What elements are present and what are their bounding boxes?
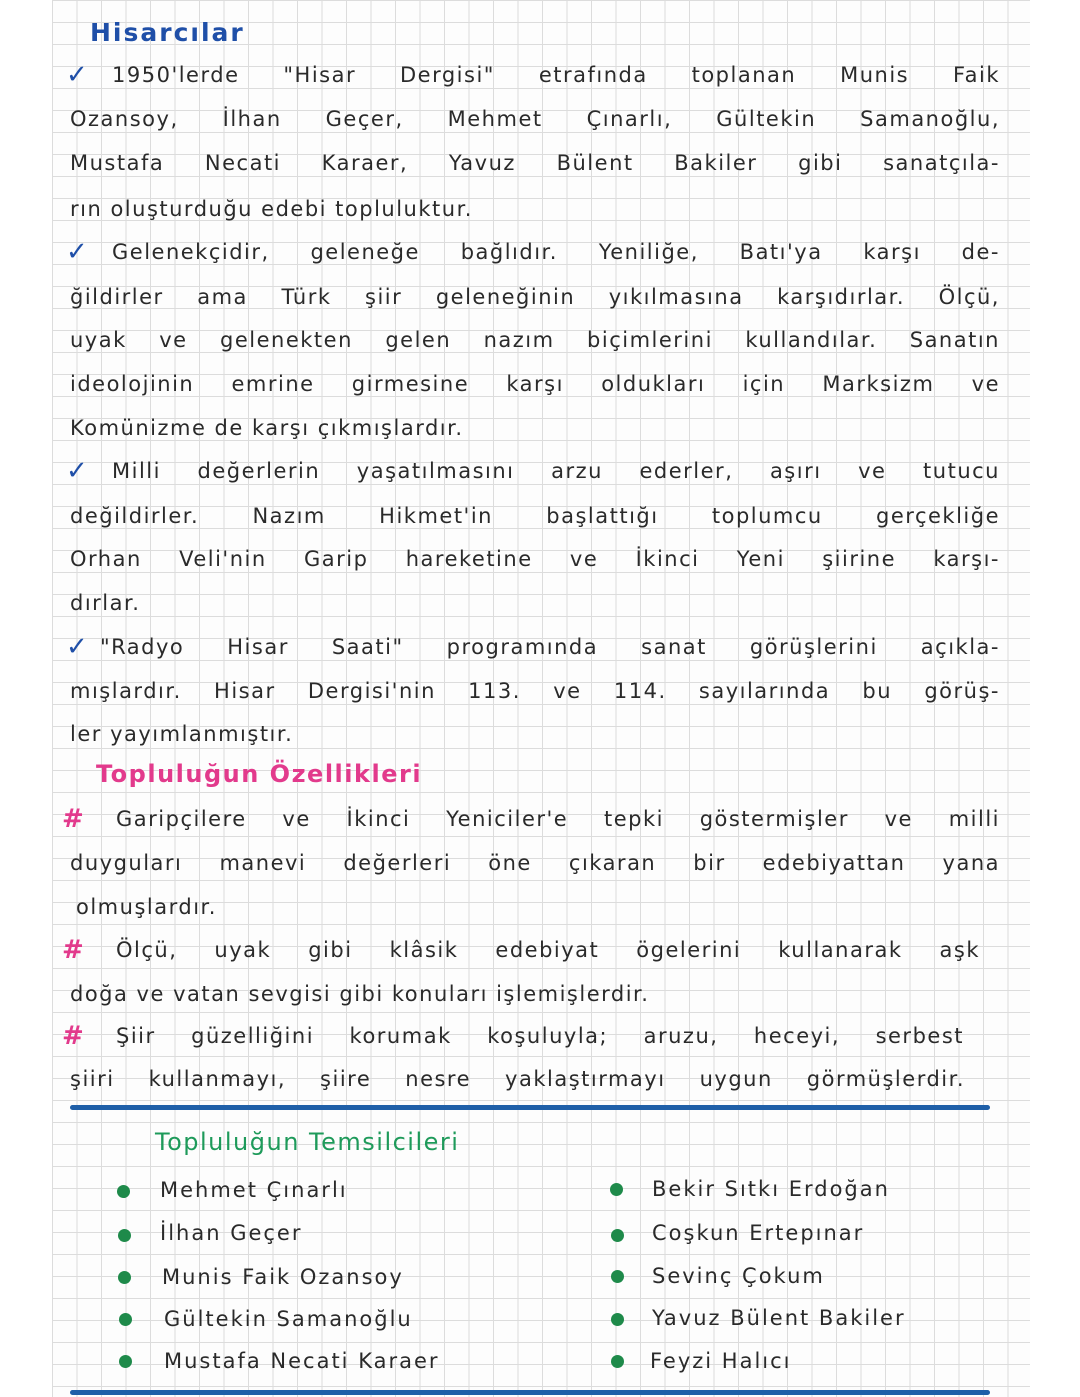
check-icon: ✓: [66, 60, 88, 90]
text-line: uyak ve gelenekten gelen nazım biçimlerini kullandılar. Sanatın: [70, 328, 1000, 352]
text-line: Komünizme de karşı çıkmışlardır.: [70, 416, 464, 440]
text-line: rın oluşturduğu edebi topluluktur.: [70, 197, 473, 221]
representative-name: Mustafa Necati Karaer: [164, 1349, 440, 1373]
section-heading-features: Topluluğun Özellikleri: [96, 760, 423, 788]
dot-icon: [117, 1185, 130, 1198]
check-icon: ✓: [66, 456, 88, 486]
text-line: Mustafa Necati Karaer, Yavuz Bülent Bakiler gibi sanatçıla-: [70, 151, 1000, 175]
text-line: 1950'lerde "Hisar Dergisi" etrafında toplanan Munis Faik: [112, 63, 1000, 87]
text-line: şiiri kullanmayı, şiire nesre yaklaştırmayı uygun görmüşlerdir.: [70, 1067, 965, 1091]
dot-icon: [118, 1271, 131, 1284]
dot-icon: [611, 1229, 624, 1242]
dot-icon: [610, 1183, 623, 1196]
text-line: olmuşlardır.: [76, 895, 217, 919]
text-line: Ölçü, uyak gibi klâsik edebiyat ögelerini kullanarak aşk: [116, 938, 980, 962]
text-line: Şiir güzelliğini korumak koşuluyla; aruzu, heceyi, serbest: [116, 1024, 964, 1048]
representative-name: Munis Faik Ozansoy: [162, 1265, 404, 1289]
representative-name: Yavuz Bülent Bakiler: [652, 1306, 906, 1330]
divider: [70, 1105, 990, 1110]
text-line: doğa ve vatan sevgisi gibi konuları işlemişlerdir.: [70, 982, 650, 1006]
dot-icon: [119, 1313, 132, 1326]
dot-icon: [119, 1355, 132, 1368]
dot-icon: [611, 1355, 624, 1368]
text-line: dırlar.: [70, 591, 141, 615]
representative-name: Mehmet Çınarlı: [160, 1178, 348, 1202]
representative-name: Coşkun Ertepınar: [652, 1221, 865, 1245]
representative-name: Sevinç Çokum: [652, 1264, 825, 1288]
text-line: değildirler. Nazım Hikmet'in başlattığı toplumcu gerçekliğe: [70, 504, 1000, 528]
representative-name: Bekir Sıtkı Erdoğan: [652, 1177, 890, 1201]
page-title: Hisarcılar: [90, 18, 245, 47]
text-line: ler yayımlanmıştır.: [70, 722, 294, 746]
representative-name: Gültekin Samanoğlu: [164, 1307, 413, 1331]
text-line: ğildirler ama Türk şiir geleneğinin yıkılmasına karşıdırlar. Ölçü,: [70, 285, 1000, 309]
representative-name: İlhan Geçer: [160, 1221, 303, 1245]
text-line: "Radyo Hisar Saati" programında sanat görüşlerini açıkla-: [100, 635, 1000, 659]
text-line: Ozansoy, İlhan Geçer, Mehmet Çınarlı, Gültekin Samanoğlu,: [70, 107, 1000, 131]
section-heading-representatives: Topluluğun Temsilcileri: [155, 1128, 460, 1156]
hash-icon: #: [62, 804, 84, 834]
text-line: duyguları manevi değerleri öne çıkaran bir edebiyattan yana: [70, 851, 1000, 875]
dot-icon: [118, 1229, 131, 1242]
dot-icon: [611, 1270, 624, 1283]
hash-icon: #: [62, 935, 84, 965]
text-line: mışlardır. Hisar Dergisi'nin 113. ve 114. sayılarında bu görüş-: [70, 679, 1000, 703]
text-line: ideolojinin emrine girmesine karşı oldukları için Marksizm ve: [70, 372, 1000, 396]
check-icon: ✓: [66, 632, 88, 662]
dot-icon: [611, 1313, 624, 1326]
representative-name: Feyzi Halıcı: [650, 1349, 792, 1373]
text-line: Gelenekçidir, geleneğe bağlıdır. Yeniliğe, Batı'ya karşı de-: [112, 240, 1000, 264]
check-icon: ✓: [66, 237, 88, 267]
divider: [70, 1390, 990, 1395]
hash-icon: #: [62, 1021, 84, 1051]
text-line: Milli değerlerin yaşatılmasını arzu ederler, aşırı ve tutucu: [112, 459, 1000, 483]
text-line: Garipçilere ve İkinci Yeniciler'e tepki göstermişler ve milli: [116, 807, 1000, 831]
text-line: Orhan Veli'nin Garip hareketine ve İkinci Yeni şiirine karşı-: [70, 547, 1000, 571]
